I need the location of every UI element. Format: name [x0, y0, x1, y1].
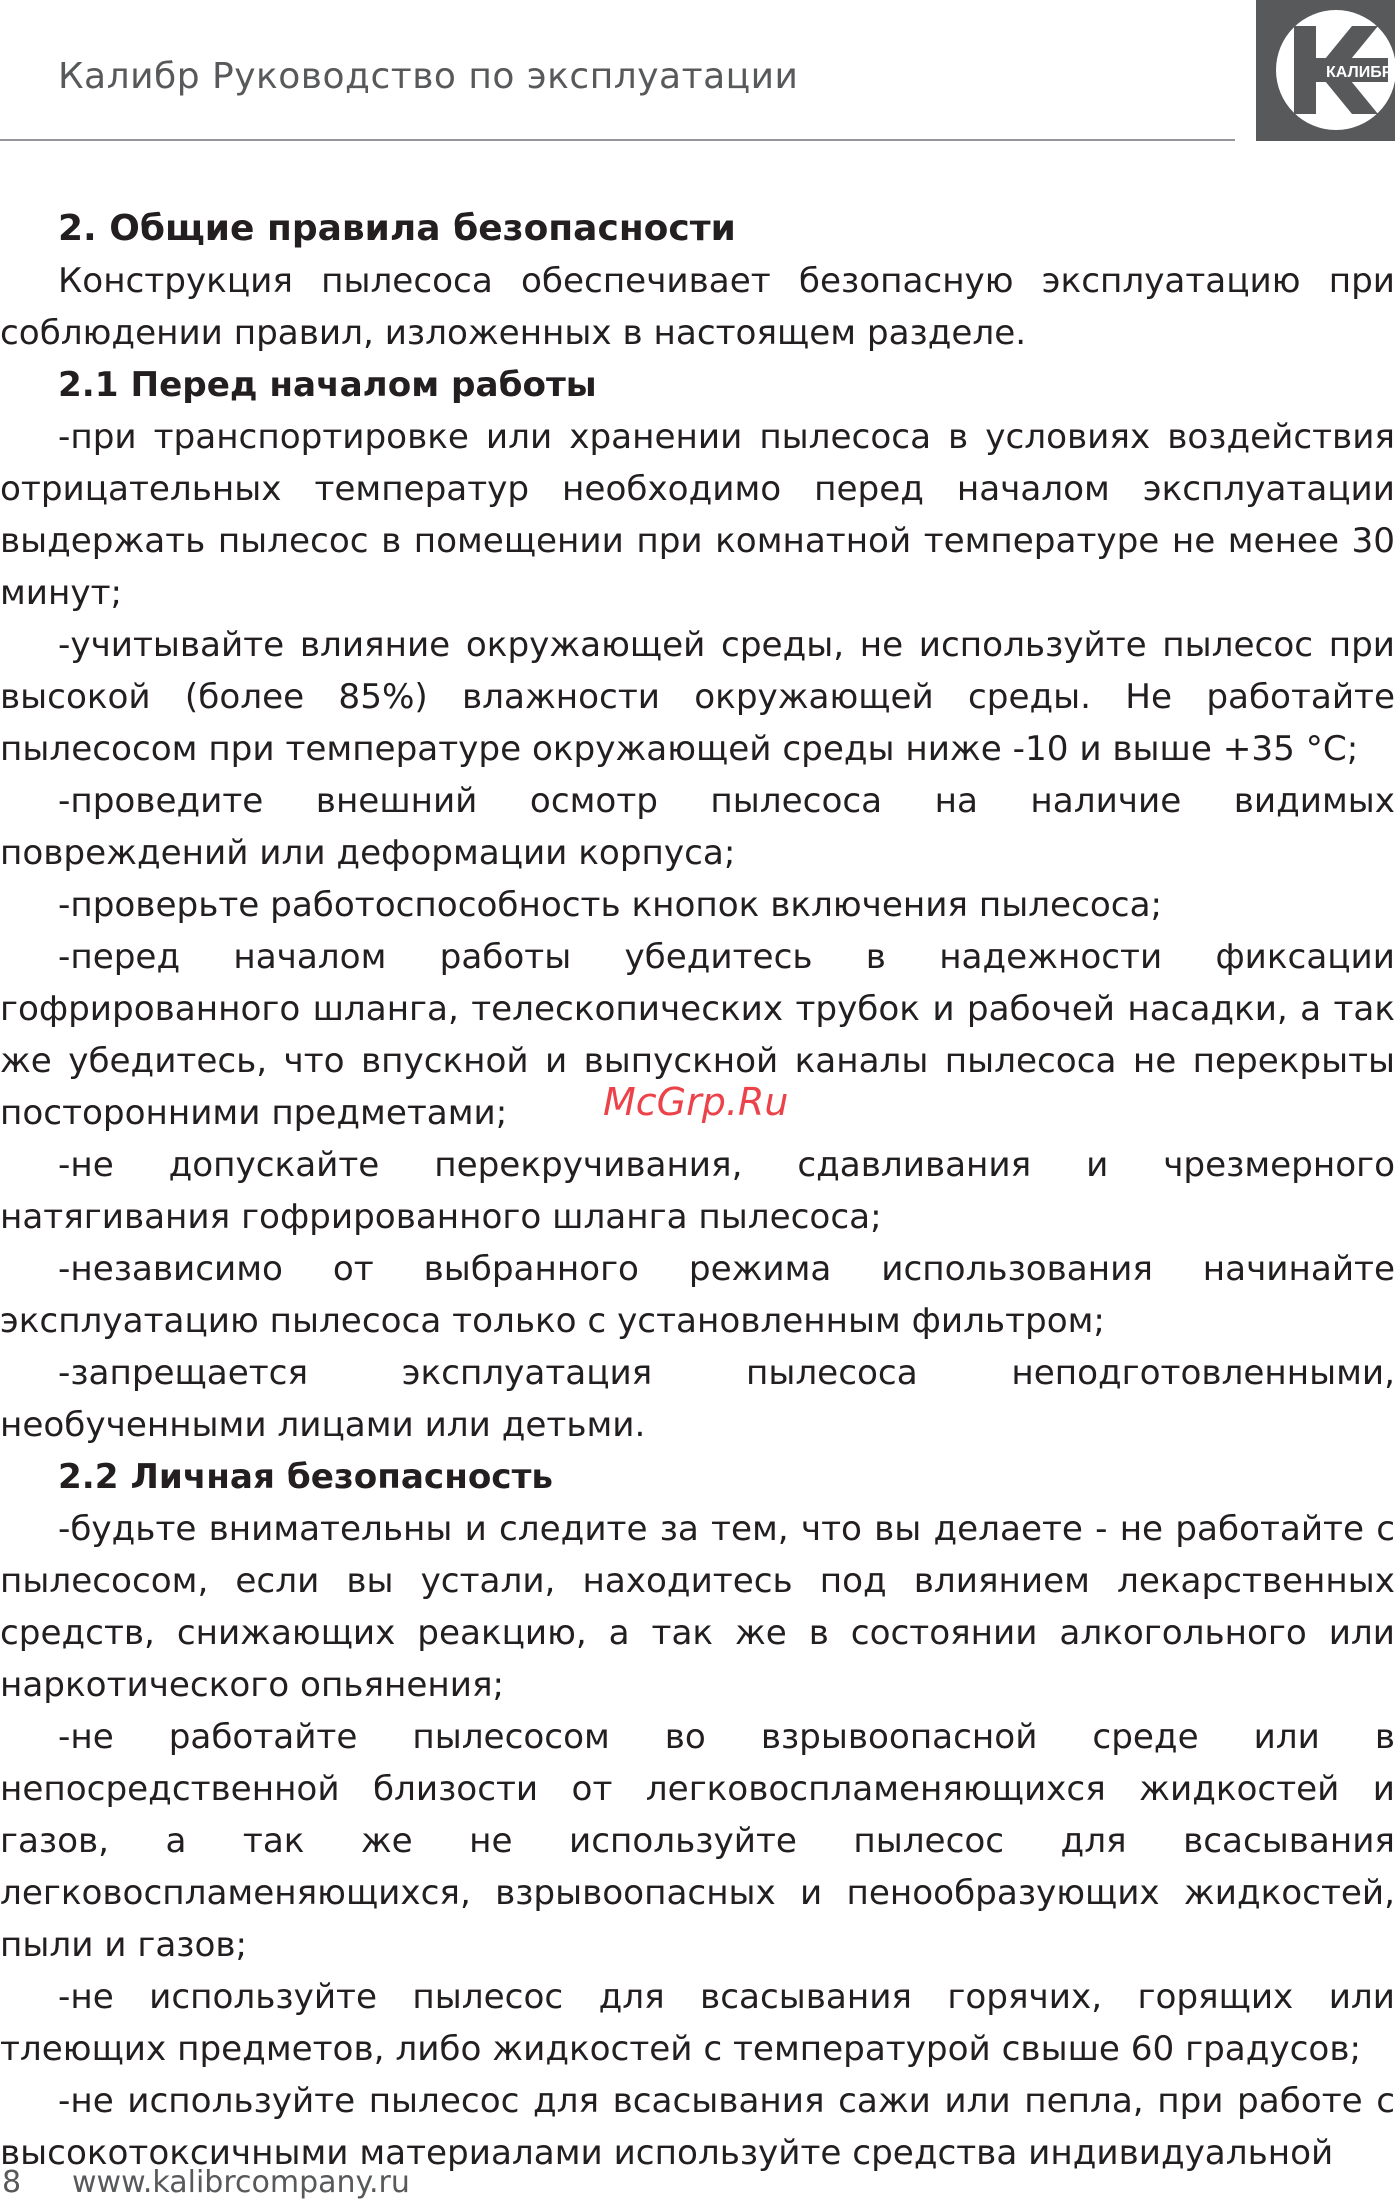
list-item: -перед началом работы убедитесь в надежности фиксации гофрированного шланга, телескопических трубок и рабочей насадки, а так же убедитесь, что впускной и выпускной каналы пылесоса не перекрыты посторонними предметами; — [0, 937, 1395, 1133]
list-item: -не используйте пылесос для всасывания горячих, горящих или тлеющих предметов, либо жидкостей с температурой свыше 60 градусов; — [0, 1977, 1395, 2069]
website-url: www.kalibrcompany.ru — [72, 2165, 410, 2200]
list-item: -не используйте пылесос для всасывания сажи или пепла, при работе с высокотоксичными материалами используйте средства индивидуальной — [0, 2081, 1395, 2173]
section-title: 2. Общие правила безопасности — [58, 208, 736, 249]
list-item: -проведите внешний осмотр пылесоса на наличие видимых повреждений или деформации корпуса; — [0, 781, 1395, 873]
list-item: -учитывайте влияние окружающей среды, не используйте пылесос при высокой (более 85%) влажности окружающей среды. Не работайте пылесосом при температуре окружающей среды ниже -10 и выше +35 °С; — [0, 625, 1395, 769]
list-item: -при транспортировке или хранении пылесоса в условиях воздействия отрицательных температур необходимо перед началом эксплуатации выдержать пылесос в помещении при комнатной температуре не менее 30 минут; — [0, 417, 1395, 613]
list-item: -будьте внимательны и следите за тем, что вы делаете - не работайте с пылесосом, если вы устали, находитесь под влиянием лекарственных средств, снижающих реакцию, а так же в состоянии алкогольного или наркотического опьянения; — [0, 1509, 1395, 1705]
watermark: McGrp.Ru — [603, 1080, 789, 1124]
document-body — [0, 203, 1395, 2179]
subsection-title-personal-safety: 2.2 Личная безопасность — [58, 1457, 554, 1497]
section-intro: Конструкция пылесоса обеспечивает безопасную эксплуатацию при соблюдении правил, изложенных в настоящем разделе. — [0, 261, 1395, 353]
header-title: Калибр Руководство по эксплуатации — [58, 56, 799, 97]
subsection-title-before-work: 2.1 Перед началом работы — [58, 365, 597, 405]
list-item: -не допускайте перекручивания, сдавливания и чрезмерного натягивания гофрированного шланга пылесоса; — [0, 1145, 1395, 1237]
kalibr-logo — [1256, 0, 1395, 141]
kalibr-logo-graphic — [1256, 0, 1395, 141]
list-item: -независимо от выбранного режима использования начинайте эксплуатацию пылесоса только с установленным фильтром; — [0, 1249, 1395, 1341]
list-item: -запрещается эксплуатация пылесоса неподготовленными, необученными лицами или детьми. — [0, 1353, 1395, 1445]
page-number: 8 — [2, 2165, 22, 2200]
header-divider — [0, 139, 1235, 141]
list-item: -не работайте пылесосом во взрывоопасной среде или в непосредственной близости от легковоспламеняющихся жидкостей и газов, а так же не используйте пылесос для всасывания легковоспламеняющихся, взрывоопасных и пенообразующих жидкостей, пыли и газов; — [0, 1717, 1395, 1965]
logo-text: КАЛИБР — [1326, 64, 1393, 81]
list-item: -проверьте работоспособность кнопок включения пылесоса; — [58, 885, 1163, 925]
